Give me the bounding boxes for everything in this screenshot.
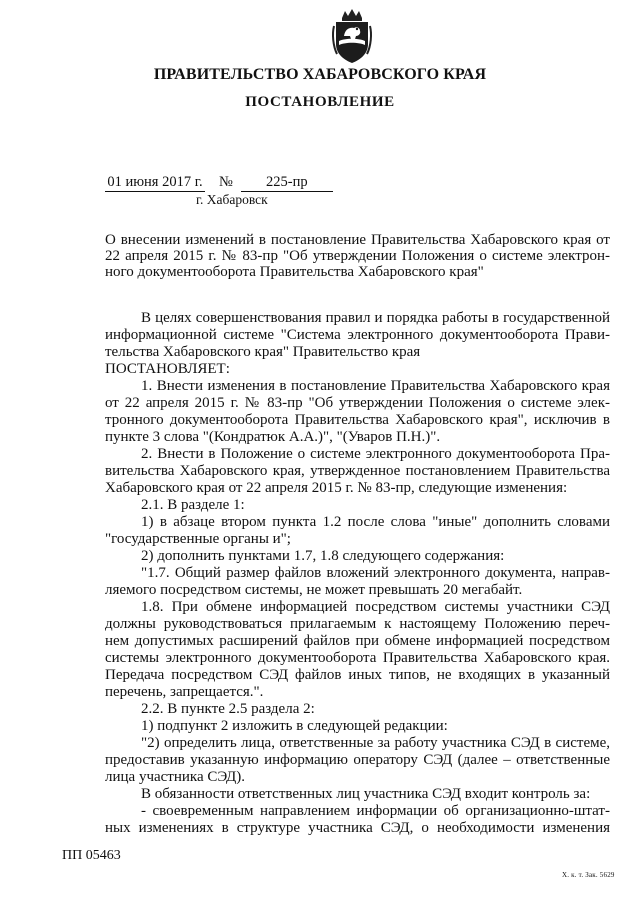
body-line: лица участника СЭД). — [105, 769, 246, 785]
body-line: пункте 3 слова "(Кондратюк А.А.)", "(Уваров П.Н.)". — [105, 429, 441, 445]
body-line: "1.7. Общий размер файлов вложений электронного документа, направ- — [141, 565, 610, 581]
body-line: тронного документооборота Правительства Хабаровского края", исключив в — [105, 412, 610, 428]
body-line: должны руководствоваться прилагаемым к настоящему Положению переч- — [105, 616, 610, 632]
body-line: ных изменениях в структуре участника СЭД, о необходимости изменения — [105, 820, 610, 836]
date-number-line — [105, 174, 333, 192]
body-line: 2. Внести в Положение о системе электронного документооборота Пра- — [141, 446, 610, 462]
body-line: Передача посредством СЭД файлов иных типов, не входящих в указанный — [105, 667, 610, 683]
print-mark: Х. к. т. Зак. 5629 — [562, 871, 615, 879]
body-line: 2.2. В пункте 2.5 раздела 2: — [141, 701, 315, 717]
body-line: тельства Хабаровского края" Правительство края — [105, 344, 421, 360]
body-line: - своевременным направлением информации об организационно-штат- — [141, 803, 610, 819]
body-line: от 22 апреля 2015 г. № 83-пр "Об утверждении Положения о системе элек- — [105, 395, 610, 411]
title-line: ного документооборота Правительства Хабаровского края" — [105, 264, 484, 280]
body-line: 1) подпункт 2 изложить в следующей редакции: — [141, 718, 448, 734]
body-line: 1) в абзаце втором пункта 1.2 после слова "иные" дополнить словами — [141, 514, 610, 530]
body-line: ПОСТАНОВЛЯЕТ: — [105, 361, 230, 377]
body-line: 1.8. При обмене информацией посредством системы участники СЭД — [141, 599, 610, 615]
body-line: В обязанности ответственных лиц участника СЭД входит контроль за: — [141, 786, 591, 802]
body-line: ляемого посредством системы, не может превышать 20 мегабайт. — [105, 582, 523, 598]
body-line: перечень, запрещается.". — [105, 684, 264, 700]
city-name: г. Хабаровск — [196, 192, 268, 207]
number-sign: № — [219, 174, 233, 190]
body-line: системы электронного документооборота Правительства Хабаровского края. — [105, 650, 610, 666]
document-code: ПП 05463 — [62, 848, 121, 863]
document-type-heading: ПОСТАНОВЛЕНИЕ — [245, 94, 395, 110]
title-line: О внесении изменений в постановление Правительства Хабаровского края от — [105, 232, 610, 248]
body-line: предоставив указанную информацию оператору СЭД (далее – ответственные — [105, 752, 610, 768]
body-line: 2.1. В разделе 1: — [141, 497, 245, 513]
document-number: 225-пр — [241, 174, 333, 192]
body-line: Хабаровского края от 22 апреля 2015 г. № 83-пр, следующие изменения: — [105, 480, 568, 496]
coat-of-arms-emblem — [331, 8, 373, 64]
government-heading: ПРАВИТЕЛЬСТВО ХАБАРОВСКОГО КРАЯ — [153, 66, 487, 83]
document-date: 01 июня 2017 г. — [105, 174, 205, 192]
body-line: нем допустимых расширений файлов при обмене информацией посредством — [105, 633, 610, 649]
body-line: "государственные органы и"; — [105, 531, 291, 547]
body-line: информационной системе "Система электронного документооборота Прави- — [105, 327, 610, 343]
body-line: "2) определить лица, ответственные за работу участника СЭД в системе, — [141, 735, 610, 751]
body-line: 1. Внести изменения в постановление Правительства Хабаровского края — [141, 378, 610, 394]
title-line: 22 апреля 2015 г. № 83-пр "Об утверждении Положения о системе электрон- — [105, 248, 610, 264]
body-line: В целях совершенствования правил и порядка работы в государственной — [141, 310, 610, 326]
body-line: 2) дополнить пунктами 1.7, 1.8 следующего содержания: — [141, 548, 505, 564]
body-line: вительства Хабаровского края, утвержденное постановлением Правительства — [105, 463, 610, 479]
